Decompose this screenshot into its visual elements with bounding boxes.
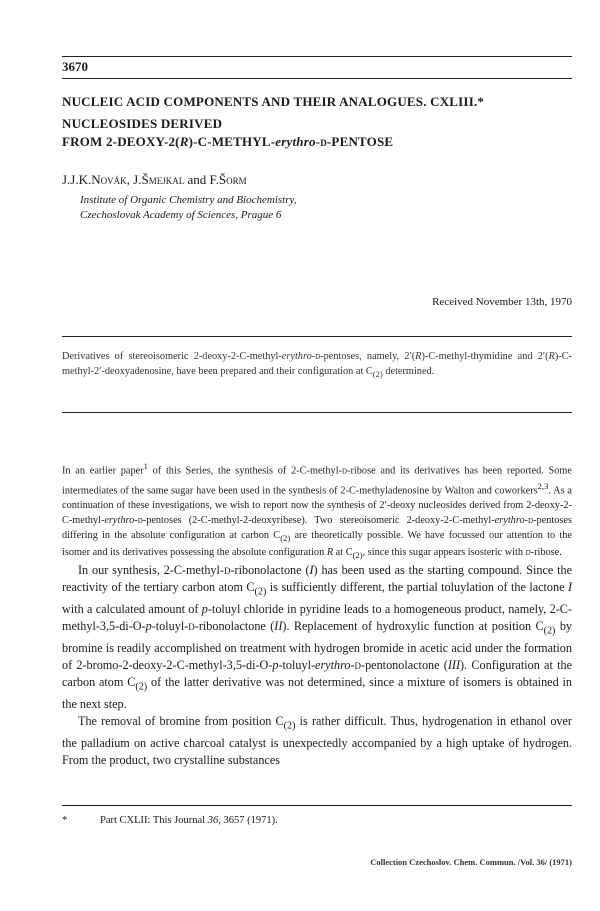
footnote-rule — [62, 805, 572, 806]
affiliation-line-2: Czechoslovak Academy of Sciences, Prague 6 — [80, 209, 282, 221]
abstract-bottom-rule — [62, 412, 572, 413]
abstract-top-rule — [62, 336, 572, 337]
header-rule — [62, 78, 572, 79]
running-footer: Collection Czechoslov. Chem. Commun. /Vol. 36/ (1971) — [370, 857, 572, 867]
paragraph-bromine-removal: The removal of bromine from position $C_{(2)}$ is rather difficult. Thus, hydrogenation in ethanol over the palladium on active charcoal catalyst is unexpectedly accompanied by a high uptake of hydrogen. From the product, two crystalline substances — [62, 713, 572, 767]
abstract: Derivatives of stereoisomeric 2-deoxy-2-C-methyl-erythro-d-pentoses, namely, 2′(R)-C-methyl-thymidine and 2′(R)-C-methyl-2′-deoxyadenosine, have been prepared and their configuration at $C_{(2)}$ determined. — [62, 351, 572, 379]
title-line-2: NUCLEOSIDES DERIVED — [62, 116, 223, 131]
paragraph-synthesis: In our synthesis, 2-C-methyl-d-ribonolactone (I) has been used as the starting compound. Since the reactivity of the tertiary carbon atom $C_{(2)}$ is sufficiently different, the partial toluylation of the lactone I with a calculated amount of p-toluyl chloride in pyridine leads to a homogeneous product, namely, 2-C-methyl-3,5-di-O-p-toluyl-d-ribonolactone (II). Replacement of hydroxylic function at position $C_{(2)}$ by bromine is readily accomplished on treatment with hydrogen bromide in acetic acid under the formation of 2-bromo-2-deoxy-2-C-methyl-3,5-di-O-p-toluyl-erythro-d-pentonolactone (III). Configuration at the carbon atom $C_{(2)}$ of the latter derivative was not determined, since a mixture of isomers is obtained in the next step. — [62, 563, 573, 711]
title-line-3: FROM 2-DEOXY-2(R)-C-METHYL-erythro-d-PENTOSE — [62, 134, 394, 149]
page-number: 3670 — [62, 59, 88, 74]
title-line-1: NUCLEIC ACID COMPONENTS AND THEIR ANALOGUES. CXLIII.* — [62, 94, 485, 109]
received-date: Received November 13th, 1970 — [432, 296, 572, 308]
affiliation-line-1: Institute of Organic Chemistry and Biochemistry, — [80, 194, 297, 206]
authors: J.J.K.Novák, J.Šmejkal and F.Šorm — [62, 172, 247, 187]
intro-paragraph: In an earlier paper$^1$ of this Series, the synthesis of 2-C-methyl-d-ribose and its derivatives has been reported. Some intermediates of the same sugar have been used in the synthesis of 2-C-methyladenosine by Walton and coworkers$^{2,3}$. As a continuation of these investigations, we wish to report now the synthesis of 2′-deoxy nucleosides derived from 2-deoxy-2-C-methyl-erythro-d-pentoses (2-C-methyl-2-deoxyribese). Two stereoisomeric 2-deoxy-2-C-methyl-erythro-d-pentoses differing in the absolute configuration at carbon $C_{(2)}$ are theoretically possible. We have focussed our attention to the isomer and its derivatives possessing the absolute configuration R at $C_{(2)}$, since this sugar appears isosteric with d-ribose. — [62, 461, 573, 560]
top-rule — [62, 56, 572, 57]
footnote: * Part CXLII: This Journal 36, 3657 (1971). — [62, 815, 278, 826]
body-text — [62, 562, 572, 769]
